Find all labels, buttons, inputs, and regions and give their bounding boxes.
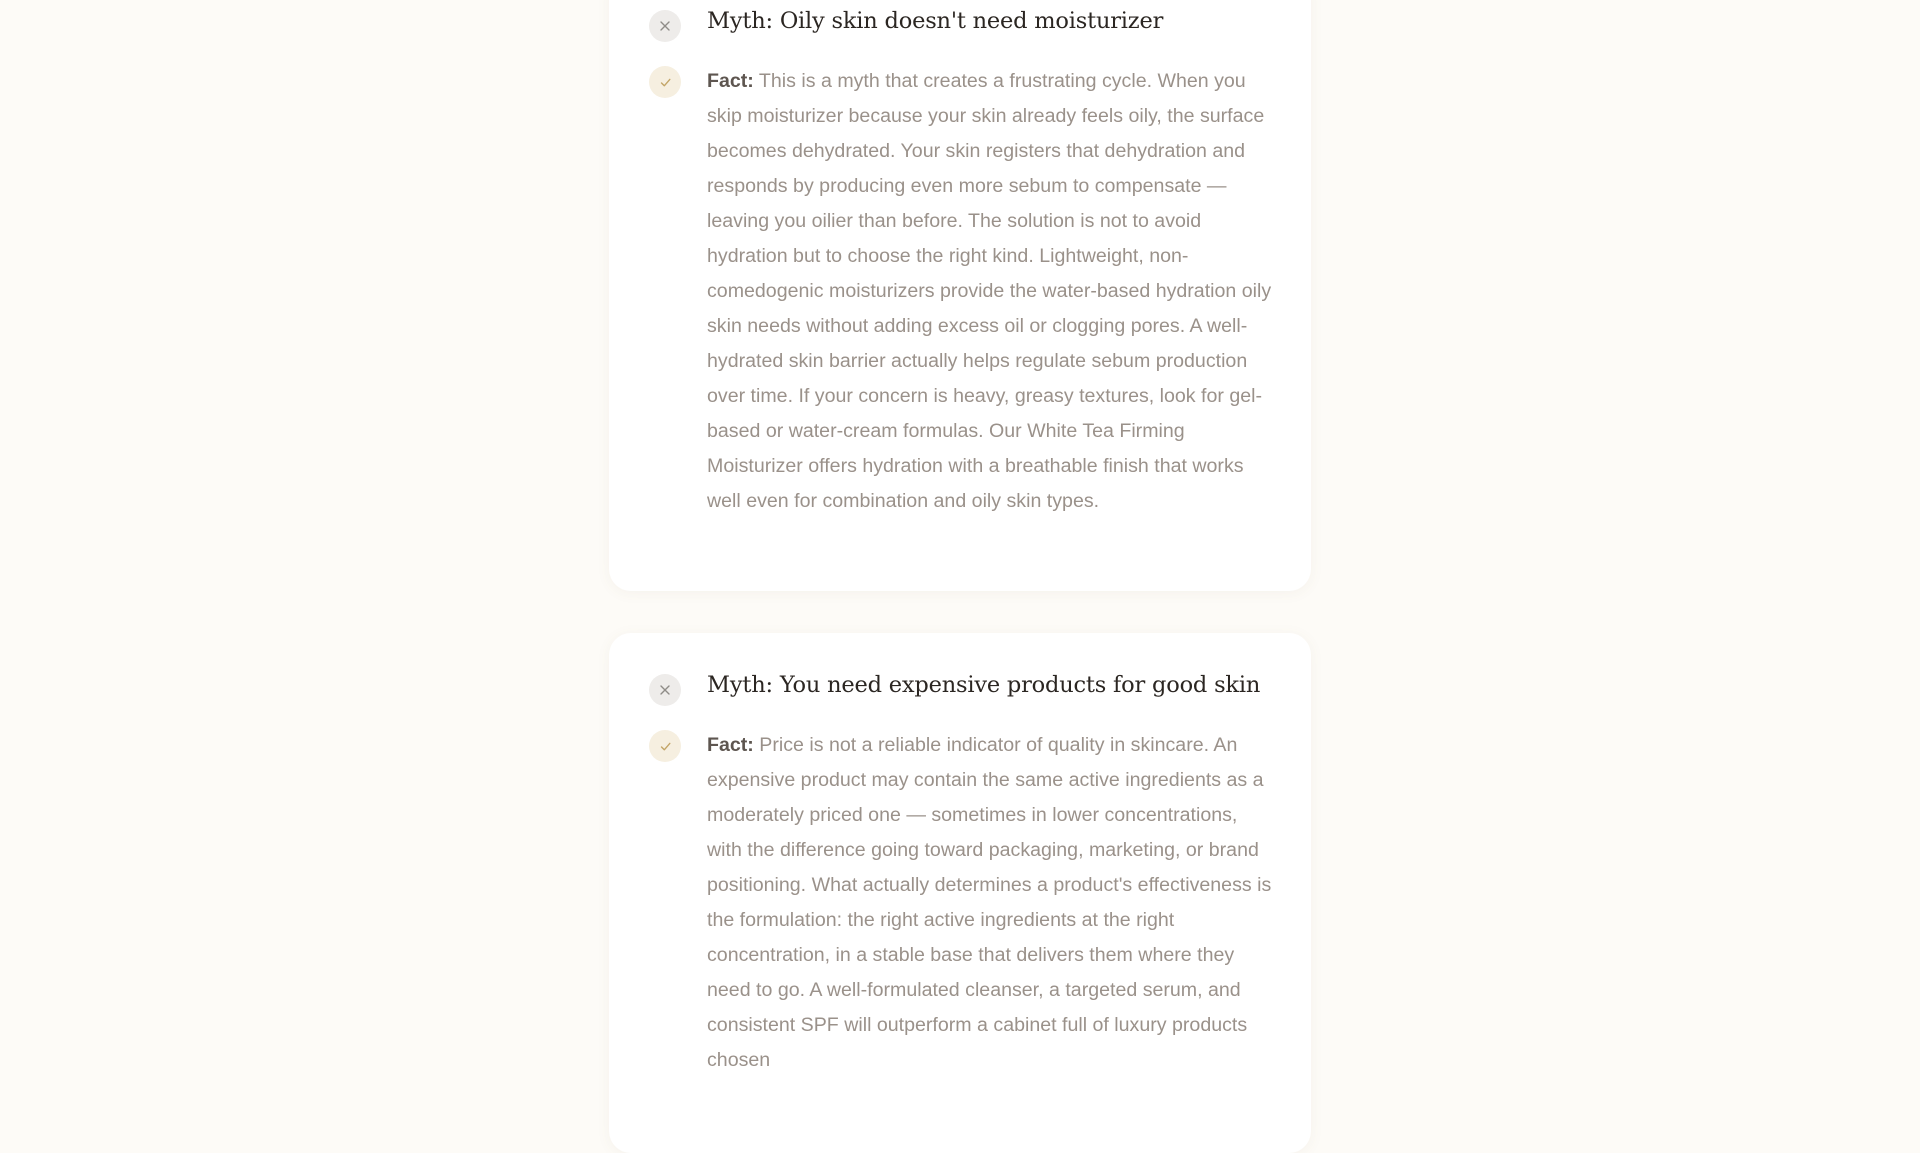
check-icon: [649, 730, 681, 762]
fact-label: Fact:: [707, 734, 754, 756]
myth-card: [609, 633, 1311, 1153]
myth-row: [649, 8, 1273, 44]
myth-title: Myth: You need expensive products for good skin: [707, 672, 1261, 698]
close-icon: [649, 674, 681, 706]
fact-row: [649, 64, 1273, 524]
myth-row: [649, 672, 1273, 708]
check-icon: [649, 66, 681, 98]
fact-body: Price is not a reliable indicator of quality in skincare. An expensive product may contain the same active ingredients as a moderately priced one — sometimes in lower concentrations, with the difference going toward packaging, marketing, or brand positioning. What actually determines a product's effectiveness is the formulation: the right active ingredients at the right concentration, in a stable base that delivers them where they need to go. A well-formulated cleanser, a targeted serum, and consistent SPF will outperform a cabinet full of luxury products chosen: [707, 734, 1272, 1071]
myth-card: [609, 0, 1311, 591]
fact-text: [707, 64, 1273, 519]
fact-text: [707, 728, 1273, 1078]
myth-title: Myth: Oily skin doesn't need moisturizer: [707, 8, 1164, 34]
close-icon: [649, 10, 681, 42]
fact-label: Fact:: [707, 70, 754, 92]
fact-body: This is a myth that creates a frustrating cycle. When you skip moisturizer because your skin already feels oily, the surface becomes dehydrated. Your skin registers that dehydration and responds by producing even more sebum to compensate — leaving you oilier than before. The solution is not to avoid hydration but to choose the right kind. Lightweight, non-comedogenic moisturizers provide the water-based hydration oily skin needs without adding excess oil or clogging pores. A well-hydrated skin barrier actually helps regulate sebum production over time. If your concern is heavy, greasy textures, look for gel-based or water-cream formulas. Our White Tea Firming Moisturizer offers hydration with a breathable finish that works well even for combination and oily skin types.: [707, 70, 1272, 512]
fact-row: [649, 728, 1273, 1148]
